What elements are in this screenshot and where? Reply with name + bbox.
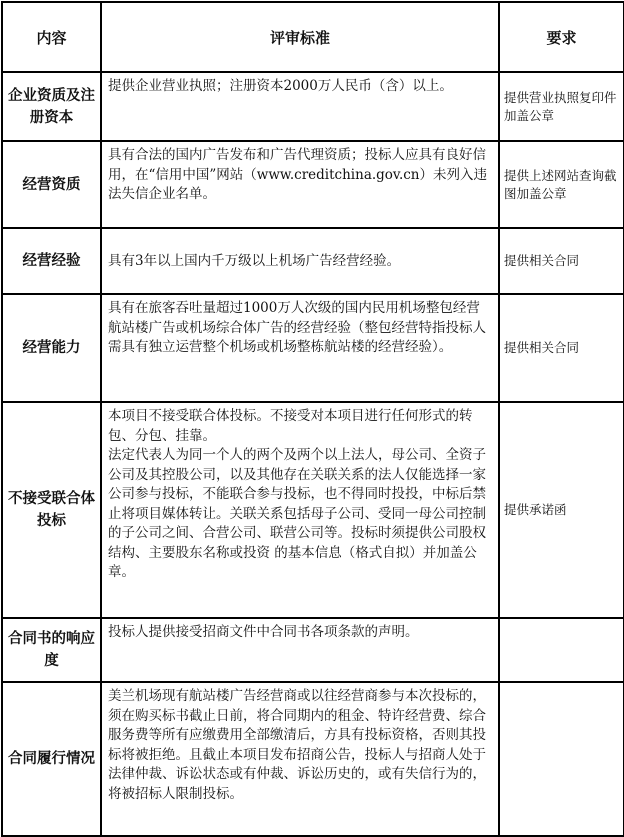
row-requirement: 提供相关合同 [499, 228, 624, 294]
row-category: 经营能力 [2, 294, 101, 402]
row-requirement [499, 618, 624, 682]
table-row [2, 618, 624, 682]
header-requirement: 要求 [499, 2, 624, 72]
row-category: 合同履行情况 [2, 682, 101, 836]
row-category: 合同书的响应度 [2, 618, 101, 682]
row-criteria: 具有3年以上国内千万级以上机场广告经营经验。 [101, 228, 499, 294]
row-criteria: 提供企业营业执照；注册资本2000万人民币（含）以上。 [101, 72, 499, 141]
row-requirement: 提供相关合同 [499, 294, 624, 402]
header-content: 内容 [2, 2, 101, 72]
row-requirement: 提供营业执照复印件加盖公章 [499, 72, 624, 141]
row-criteria: 美兰机场现有航站楼广告经营商或以往经营商参与本次投标的，须在购买标书截止日前，将合同期内的租金、特许经营费、综合服务费等所有应缴费用全部缴清后，方具有投标资格，否则其投标将被拒绝。且截止本项目发布招商公告，投标人与招商人处于法律仲裁、诉讼状态或有仲裁、诉讼历史的，或有失信行为的，将被招标人限制投标。 [101, 682, 499, 836]
row-requirement: 提供上述网站查询截图加盖公章 [499, 141, 624, 228]
row-criteria: 本项目不接受联合体投标。不接受对本项目进行任何形式的转包、分包、挂靠。 法定代表人为同一个人的两个及两个以上法人，母公司、全资子公司及其控股公司，以及其他存在关联关系的法人仅能选择一家公司参与投标，不能联合参与投标，也不得同时投投，中标后禁止将项目媒体转让。关联关系包括母子公司、受同一母公司控制的子公司之间、合营公司、联营公司等。投标时须提供公司股权结构、主要股东名称或投资 的基本信息（格式自拟）并加盖公章。 [101, 402, 499, 618]
row-criteria: 投标人提供接受招商文件中合同书各项条款的声明。 [101, 618, 499, 682]
table-row [2, 141, 624, 228]
table-row [2, 228, 624, 294]
row-category: 经营资质 [2, 141, 101, 228]
row-requirement: 提供承诺函 [499, 402, 624, 618]
row-criteria: 具有在旅客吞吐量超过1000万人次级的国内民用机场整包经营航站楼广告或机场综合体广告的经营经验（整包经营特指投标人需具有独立运营整个机场或机场整栋航站楼的经营经验）。 [101, 294, 499, 402]
row-category: 经营经验 [2, 228, 101, 294]
table-row [2, 294, 624, 402]
table-header-row [2, 2, 624, 72]
table-row [2, 72, 624, 141]
row-criteria: 具有合法的国内广告发布和广告代理资质；投标人应具有良好信用，在“信用中国”网站（www.creditchina.gov.cn）未列入违法失信企业名单。 [101, 141, 499, 228]
row-category: 不接受联合体投标 [2, 402, 101, 618]
row-requirement [499, 682, 624, 836]
table-row [2, 682, 624, 836]
header-criteria: 评审标准 [101, 2, 499, 72]
table-row [2, 402, 624, 618]
row-category: 企业资质及注册资本 [2, 72, 101, 141]
evaluation-criteria-table [1, 1, 624, 837]
